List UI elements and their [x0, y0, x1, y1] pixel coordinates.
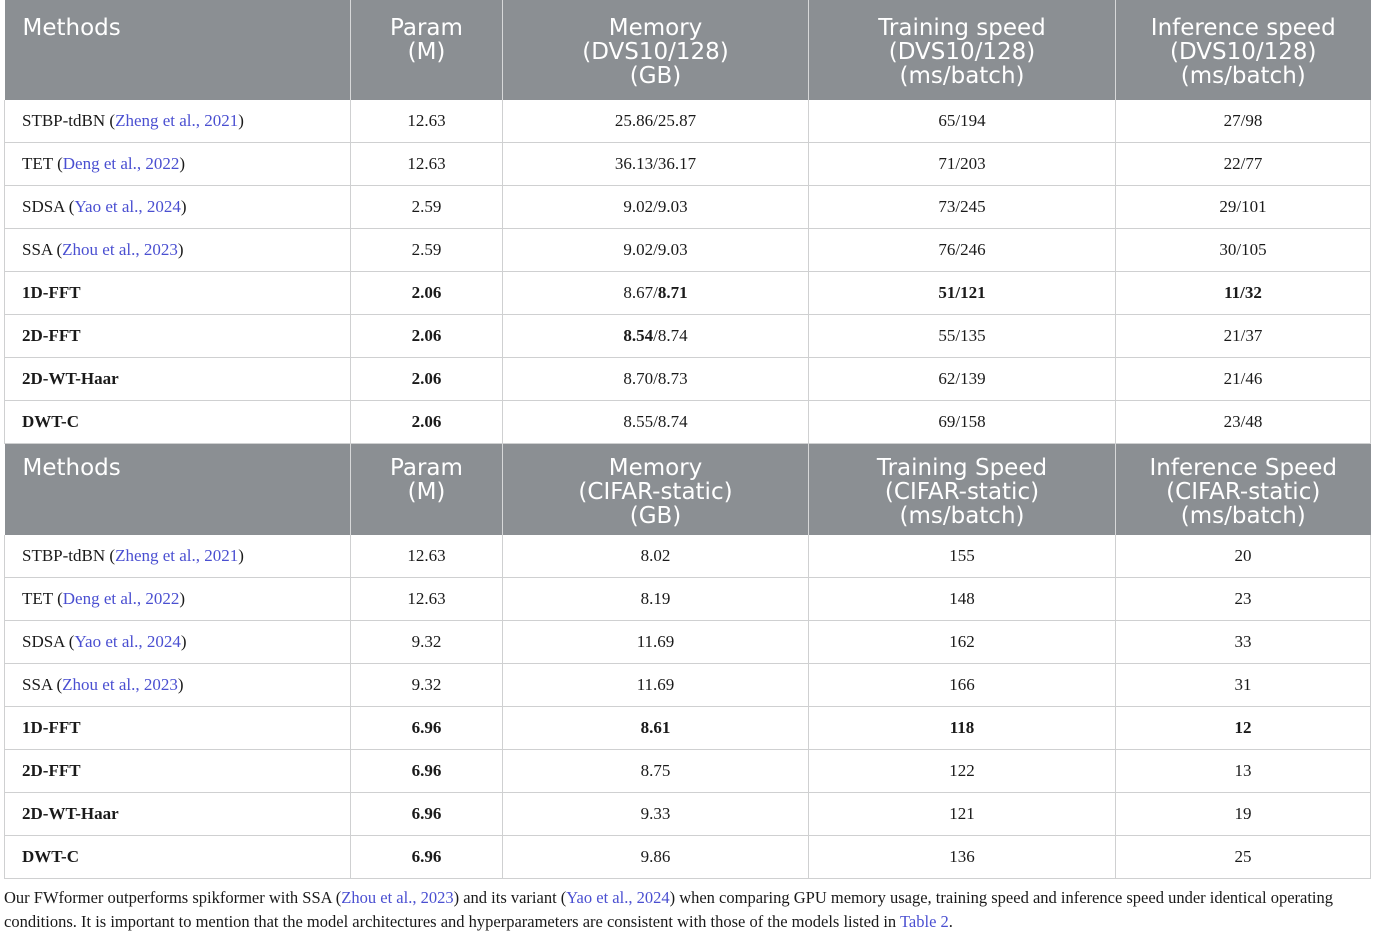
memory-cell: 36.13/36.17 — [503, 143, 809, 186]
column-header: Inference Speed (CIFAR-static) (ms/batch) — [1116, 444, 1371, 536]
table-row — [5, 143, 1371, 186]
method-name: TET — [22, 589, 53, 608]
training-speed-cell: 155 — [809, 535, 1116, 578]
inference-speed-cell: 22/77 — [1116, 143, 1371, 186]
column-header: Inference speed (DVS10/128) (ms/batch) — [1116, 0, 1371, 100]
param-cell: 6.96 — [351, 836, 503, 879]
table-row — [5, 315, 1371, 358]
param-cell: 12.63 — [351, 143, 503, 186]
method-name: 2D-WT-Haar — [22, 369, 119, 388]
table-row — [5, 401, 1371, 444]
table-row — [5, 793, 1371, 836]
training-speed-cell: 55/135 — [809, 315, 1116, 358]
memory-cell: 11.69 — [503, 621, 809, 664]
memory-cell: 9.02/9.03 — [503, 229, 809, 272]
inference-speed-cell: 31 — [1116, 664, 1371, 707]
method-name: SDSA — [22, 632, 65, 651]
table-row — [5, 272, 1371, 315]
column-header: Memory (CIFAR-static) (GB) — [503, 444, 809, 536]
param-cell: 9.32 — [351, 664, 503, 707]
citation-link[interactable]: Yao et al., 2024 — [74, 197, 181, 216]
inference-speed-cell: 13 — [1116, 750, 1371, 793]
method-name: 2D-WT-Haar — [22, 804, 119, 823]
method-cell: STBP-tdBN (Zheng et al., 2021) — [5, 100, 351, 143]
column-header: Methods — [5, 0, 351, 100]
inference-speed-cell: 29/101 — [1116, 186, 1371, 229]
table-row — [5, 621, 1371, 664]
training-speed-cell: 76/246 — [809, 229, 1116, 272]
table-caption — [4, 886, 1370, 934]
citation-link[interactable]: Yao et al., 2024 — [74, 632, 181, 651]
param-cell: 12.63 — [351, 535, 503, 578]
column-header: Training speed (DVS10/128) (ms/batch) — [809, 0, 1116, 100]
training-speed-cell: 148 — [809, 578, 1116, 621]
method-name: STBP-tdBN — [22, 111, 106, 130]
memory-cell: 8.70/8.73 — [503, 358, 809, 401]
param-cell: 6.96 — [351, 750, 503, 793]
memory-cell: 25.86/25.87 — [503, 100, 809, 143]
caption-ref-yao[interactable]: Yao et al., 2024 — [566, 888, 670, 907]
method-name: 1D-FFT — [22, 283, 81, 302]
table-row — [5, 707, 1371, 750]
inference-speed-cell: 19 — [1116, 793, 1371, 836]
training-speed-cell: 121 — [809, 793, 1116, 836]
inference-speed-cell: 30/105 — [1116, 229, 1371, 272]
memory-cell: 8.19 — [503, 578, 809, 621]
caption-ref-table2[interactable]: Table 2 — [899, 912, 949, 931]
citation-link[interactable]: Zhou et al., 2023 — [62, 675, 178, 694]
method-cell: SDSA (Yao et al., 2024) — [5, 186, 351, 229]
inference-speed-cell: 21/46 — [1116, 358, 1371, 401]
param-cell: 6.96 — [351, 793, 503, 836]
column-header: Param (M) — [351, 444, 503, 536]
method-cell — [5, 358, 351, 401]
caption-text-2: ) and its variant ( — [453, 888, 567, 907]
training-speed-cell: 122 — [809, 750, 1116, 793]
inference-speed-cell: 21/37 — [1116, 315, 1371, 358]
training-speed-cell: 71/203 — [809, 143, 1116, 186]
table-row — [5, 750, 1371, 793]
memory-cell: 9.86 — [503, 836, 809, 879]
method-name: STBP-tdBN — [22, 546, 106, 565]
param-cell: 12.63 — [351, 100, 503, 143]
caption-text-1: Our FWformer outperforms spikformer with SSA ( — [4, 888, 342, 907]
training-speed-cell: 136 — [809, 836, 1116, 879]
param-cell: 2.06 — [351, 315, 503, 358]
memory-cell: 8.67/8.71 — [503, 272, 809, 315]
column-header: Methods — [5, 444, 351, 536]
training-speed-cell: 69/158 — [809, 401, 1116, 444]
table-row — [5, 535, 1371, 578]
table-row — [5, 186, 1371, 229]
param-cell: 2.06 — [351, 401, 503, 444]
citation-link[interactable]: Zheng et al., 2021 — [115, 111, 239, 130]
memory-cell: 8.55/8.74 — [503, 401, 809, 444]
inference-speed-cell: 23/48 — [1116, 401, 1371, 444]
method-cell — [5, 315, 351, 358]
citation-link[interactable]: Zhou et al., 2023 — [62, 240, 178, 259]
method-name: SSA — [22, 240, 53, 259]
inference-speed-cell: 20 — [1116, 535, 1371, 578]
method-cell: SDSA (Yao et al., 2024) — [5, 621, 351, 664]
table-row — [5, 578, 1371, 621]
caption-text-4: . — [948, 912, 953, 931]
method-cell: TET (Deng et al., 2022) — [5, 578, 351, 621]
param-cell: 2.06 — [351, 272, 503, 315]
method-name: SDSA — [22, 197, 65, 216]
citation-link[interactable]: Deng et al., 2022 — [62, 589, 180, 608]
method-name: TET — [22, 154, 53, 173]
header-row — [5, 0, 1371, 100]
memory-cell: 8.54/8.74 — [503, 315, 809, 358]
param-cell: 6.96 — [351, 707, 503, 750]
param-cell: 2.59 — [351, 229, 503, 272]
method-cell: SSA (Zhou et al., 2023) — [5, 229, 351, 272]
table-row — [5, 100, 1371, 143]
memory-cell: 9.02/9.03 — [503, 186, 809, 229]
table-row — [5, 664, 1371, 707]
table-row — [5, 836, 1371, 879]
column-header: Param (M) — [351, 0, 503, 100]
method-name: DWT-C — [22, 847, 79, 866]
inference-speed-cell: 25 — [1116, 836, 1371, 879]
method-name: DWT-C — [22, 412, 79, 431]
method-name: 2D-FFT — [22, 761, 81, 780]
inference-speed-cell: 33 — [1116, 621, 1371, 664]
citation-link[interactable]: Deng et al., 2022 — [62, 154, 180, 173]
param-cell: 9.32 — [351, 621, 503, 664]
memory-cell: 8.02 — [503, 535, 809, 578]
method-cell — [5, 750, 351, 793]
table-row — [5, 229, 1371, 272]
inference-speed-cell: 11/32 — [1116, 272, 1371, 315]
inference-speed-cell: 27/98 — [1116, 100, 1371, 143]
table-row — [5, 358, 1371, 401]
param-cell: 12.63 — [351, 578, 503, 621]
training-speed-cell: 73/245 — [809, 186, 1116, 229]
memory-cell: 8.61 — [503, 707, 809, 750]
method-name: 1D-FFT — [22, 718, 81, 737]
inference-speed-cell: 23 — [1116, 578, 1371, 621]
method-cell — [5, 707, 351, 750]
training-speed-cell: 118 — [809, 707, 1116, 750]
training-speed-cell: 65/194 — [809, 100, 1116, 143]
method-cell: SSA (Zhou et al., 2023) — [5, 664, 351, 707]
comparison-table — [4, 0, 1371, 879]
method-name: SSA — [22, 675, 53, 694]
method-cell: STBP-tdBN (Zheng et al., 2021) — [5, 535, 351, 578]
training-speed-cell: 51/121 — [809, 272, 1116, 315]
param-cell: 2.06 — [351, 358, 503, 401]
method-cell — [5, 836, 351, 879]
header-row — [5, 444, 1371, 536]
column-header: Training Speed (CIFAR-static) (ms/batch) — [809, 444, 1116, 536]
param-cell: 2.59 — [351, 186, 503, 229]
inference-speed-cell: 12 — [1116, 707, 1371, 750]
training-speed-cell: 162 — [809, 621, 1116, 664]
memory-cell: 11.69 — [503, 664, 809, 707]
memory-cell: 8.75 — [503, 750, 809, 793]
method-cell: TET (Deng et al., 2022) — [5, 143, 351, 186]
caption-text-3: ) when comparing GPU memory usage, training speed and inference speed under identical operating conditions. It is important to mention that the model architectures and hyperparameters are consistent with those of the models listed in — [4, 888, 1334, 931]
column-header: Memory (DVS10/128) (GB) — [503, 0, 809, 100]
method-cell — [5, 272, 351, 315]
method-cell — [5, 401, 351, 444]
training-speed-cell: 166 — [809, 664, 1116, 707]
training-speed-cell: 62/139 — [809, 358, 1116, 401]
method-cell — [5, 793, 351, 836]
citation-link[interactable]: Zheng et al., 2021 — [115, 546, 239, 565]
memory-cell: 9.33 — [503, 793, 809, 836]
caption-ref-zhou[interactable]: Zhou et al., 2023 — [341, 888, 454, 907]
method-name: 2D-FFT — [22, 326, 81, 345]
